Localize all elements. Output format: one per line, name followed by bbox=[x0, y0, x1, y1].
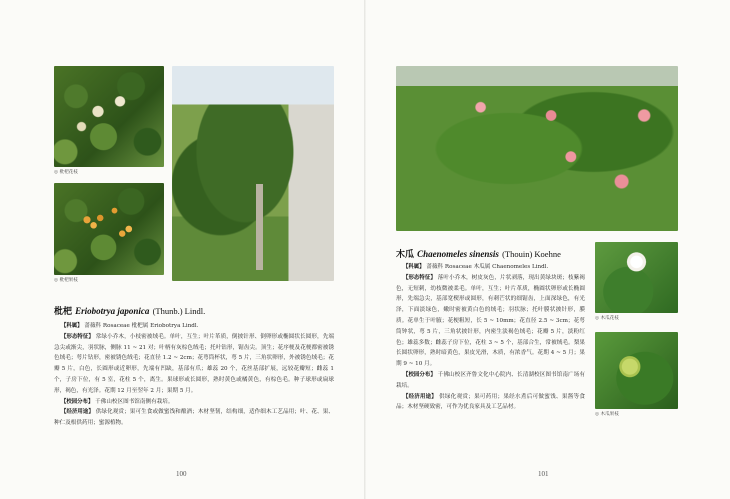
page-number: 100 bbox=[176, 470, 187, 478]
section-economic-use: 【经济用途】 供绿化观赏；果可药用；果经水煮后可做蜜饯、果酱等食品；木材坚硬致密，可作为优良家具及工艺品材。 bbox=[396, 393, 585, 411]
section-morphology: 【形态特征】 常绿小乔木，小枝密被绒毛。单叶，互生；叶片革质，倒披针形、倒卵形或椭圆状长圆形，先端急尖或渐尖，羽状脉，侧脉 11 ~ 21 对；叶柄有灰棕色绒毛；托叶钻形，锯齿尖。顶生；花序梗及花梗都密被锈色绒毛；萼片钻形，密被锈色绒毛；花直径 1.2 ~ 2cm；花萼筒杯状，萼 5 片，三角状卵形，外被锈色绒毛；花瓣 5 片，白色，长圆形或近卵形，先端有凹缺，基部有爪；雄蕊 20 个，花丝基部扩展，远较花瓣短；雌蕊 1 个，子房下位，有 5 室，花柱 5 个，离生。果球形或长圆形，熟时黄色或橘黄色，有棕色毛。种子球形或扁球形，褐色，有光泽。花期 12 月至翌年 2 月；果期 5 月。 bbox=[54, 333, 334, 394]
loquat-fruit-photo bbox=[54, 183, 164, 275]
caption-bullet-icon: ◎ bbox=[595, 412, 600, 417]
section-family: 【科属】 蔷薇科 Rosaceae 木瓜属 Chaenomeles Lindl. bbox=[403, 264, 549, 270]
quince-flower-photo bbox=[595, 242, 678, 313]
quince-flower-caption: ◎ 木瓜花枝 bbox=[595, 316, 619, 321]
quince-branch-photo bbox=[396, 66, 678, 231]
section-economic-use: 【经济用途】 供绿化观赏；果可生食或做蜜饯和酿酒；木材坚韧，结构细，适作细木工艺品用；叶、花、果、种仁及根供药用；蜜源植物。 bbox=[54, 409, 334, 427]
loquat-fruit-caption: ◎ 枇杷果枝 bbox=[54, 278, 78, 283]
section-campus-distribution: 【校园分布】 千佛山校区图书馆南侧有栽培。 bbox=[61, 398, 174, 405]
caption-bullet-icon: ◎ bbox=[54, 278, 59, 283]
section-campus-distribution: 【校园分布】 千佛山校区齐鲁文化中心院内、长清湖校区图书馆南广场有栽培。 bbox=[396, 371, 585, 389]
quince-fruit-caption: ◎ 木瓜果枝 bbox=[595, 412, 619, 417]
section-family: 【科属】 蔷薇科 Rosaceae 枇杷属 Eriobotrya Lindl. bbox=[61, 323, 199, 329]
section-morphology: 【形态特征】 落叶小乔木，树皮灰色，片状剥落，现出黄绿块斑；枝紫褐色，无短刺，幼枝微被柔毛。单叶，互生；叶片革质，椭圆状卵形或长椭圆形，先端急尖，基部宽楔形或圆形，有刺芒状的细锯齿，上面深绿色，有光泽，下面淡绿色，嫩时密被黄白色的绒毛；羽状脉；托叶膜状披针形，膜质。花单生于叶腋；花梗粗短，长 5 ~ 10mm；花直径 2.5 ~ 3cm；花萼筒钟状，萼 5 片，三角状披针形，内密生淡褐色绒毛；花瓣 5 片，淡粉红色；雄蕊多数；雌蕊子房下位，花柱 3 ~ 5 个，基部合生，常被绒毛。梨果长圆状卵形，熟时暗黄色，果皮光滑，木质，有浓香气。花期 4 ~ 5 月；果期 9 ~ 10 月。 bbox=[396, 274, 585, 368]
quince-fruit-photo bbox=[595, 332, 678, 409]
loquat-flower-caption: ◎ 枇杷花枝 bbox=[54, 170, 78, 175]
page-number: 101 bbox=[538, 470, 549, 478]
species-heading: 木瓜 Chaenomeles sinensis (Thouin) Koehne bbox=[396, 249, 561, 260]
loquat-flower-photo bbox=[54, 66, 164, 167]
caption-bullet-icon: ◎ bbox=[595, 316, 600, 321]
caption-bullet-icon: ◎ bbox=[54, 170, 59, 175]
species-description bbox=[396, 262, 585, 413]
loquat-tree-photo bbox=[172, 66, 334, 281]
species-description bbox=[54, 321, 334, 429]
left-page bbox=[0, 0, 364, 499]
species-heading: 枇杷 Eriobotrya japonica (Thunb.) Lindl. bbox=[54, 306, 206, 317]
right-page bbox=[366, 0, 730, 499]
